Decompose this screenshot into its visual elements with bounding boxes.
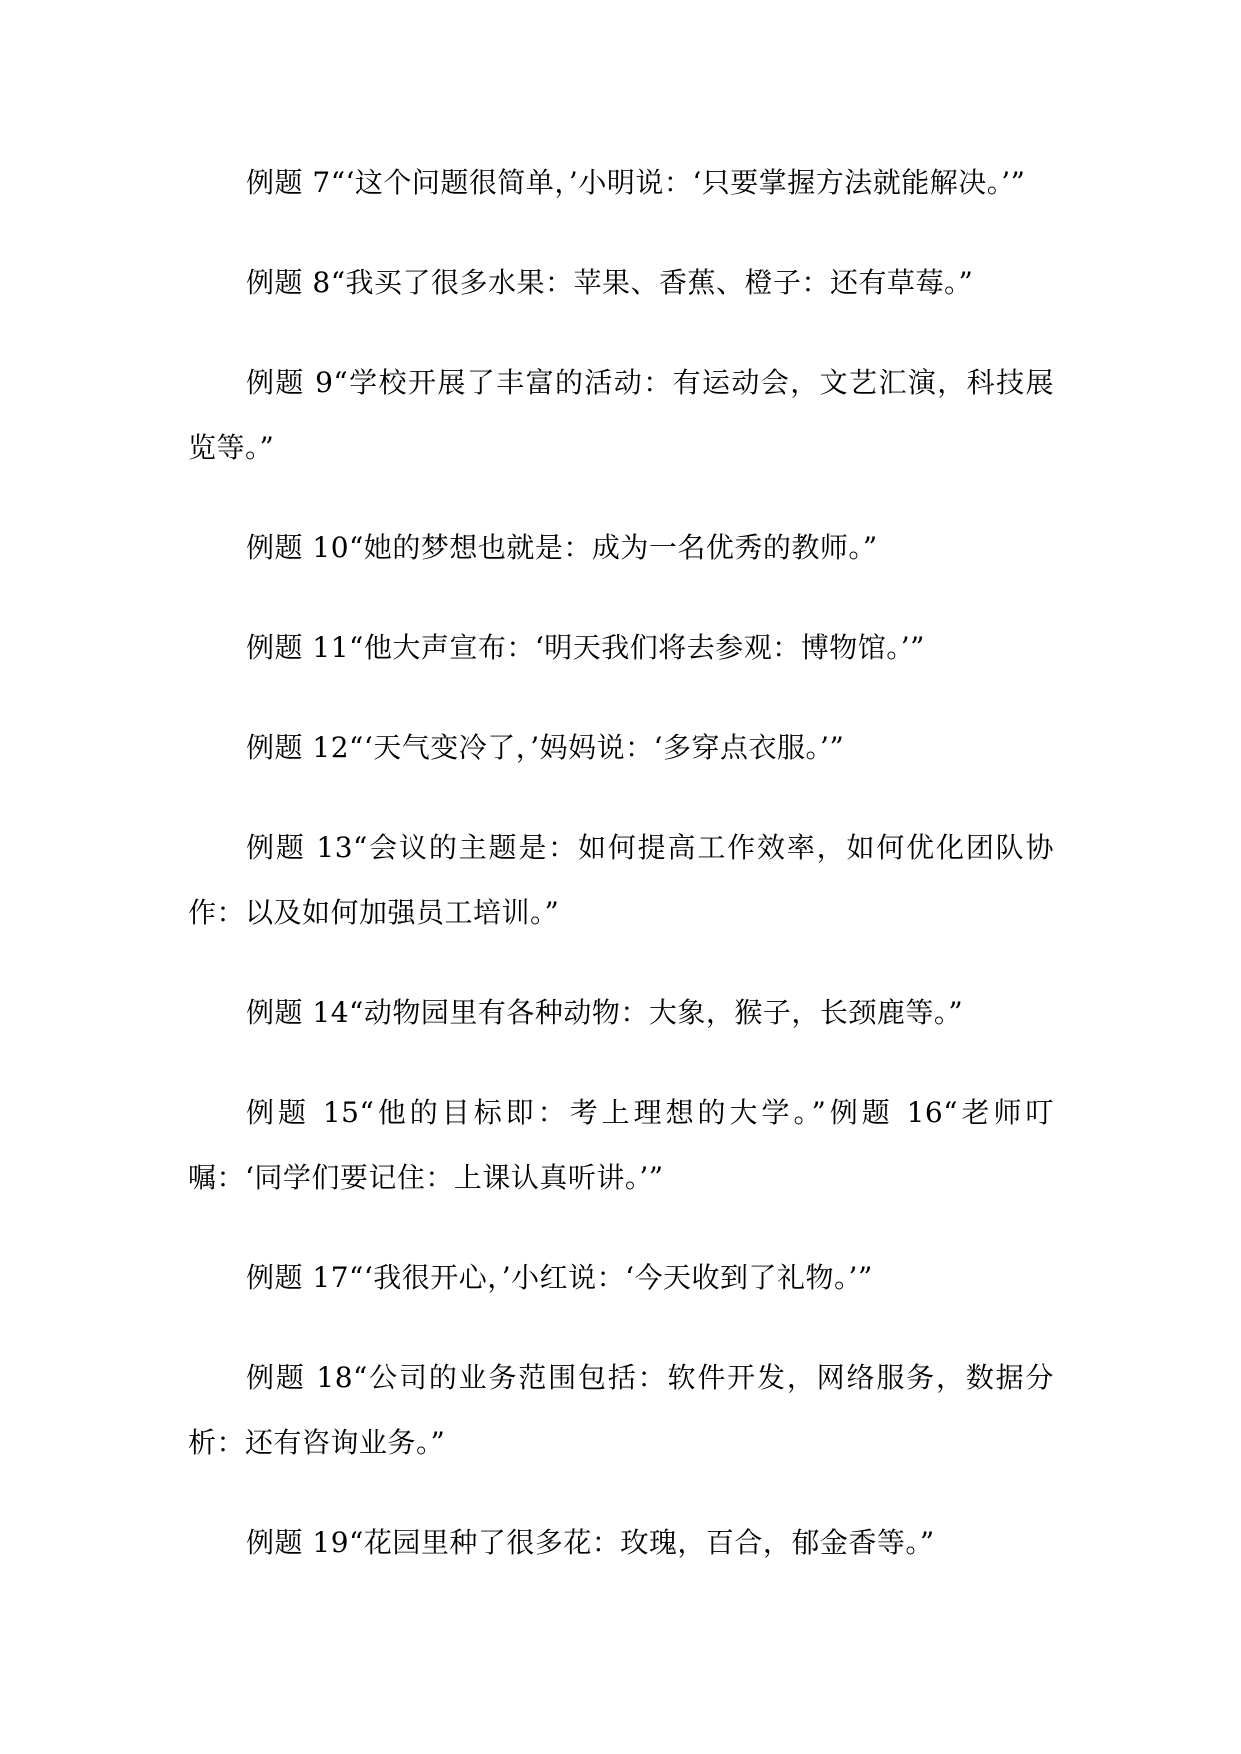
document-body: [188, 150, 1054, 1610]
paragraph-example-9: 例题 9“学校开展了丰富的活动：有运动会，文艺汇演，科技展览等。”: [188, 366, 1054, 464]
paragraph-example-14: 例题 14“动物园里有各种动物：大象，猴子，长颈鹿等。”: [246, 996, 964, 1029]
paragraph-example-15-16: 例题 15“他的目标即：考上理想的大学。”例题 16“老师叮嘱：‘同学们要记住：上课认真听讲。’”: [188, 1096, 1054, 1194]
paragraph-example-8: 例题 8“我买了很多水果：苹果、香蕉、橙子：还有草莓。”: [246, 266, 974, 299]
paragraph-example-13: 例题 13“会议的主题是：如何提高工作效率，如何优化团队协作：以及如何加强员工培训。”: [188, 831, 1054, 929]
paragraph-example-7: 例题 7“‘这个问题很简单，’小明说：‘只要掌握方法就能解决。’”: [246, 166, 1026, 199]
paragraph-example-18: 例题 18“公司的业务范围包括：软件开发，网络服务，数据分析：还有咨询业务。”: [188, 1361, 1054, 1459]
paragraph-example-10: 例题 10“她的梦想也就是：成为一名优秀的教师。”: [246, 531, 878, 564]
paragraph-example-17: 例题 17“‘我很开心，’小红说：‘今天收到了礼物。’”: [246, 1261, 873, 1294]
paragraph-example-11: 例题 11“他大声宣布：‘明天我们将去参观：博物馆。’”: [246, 631, 925, 664]
paragraph-example-19: 例题 19“花园里种了很多花：玫瑰，百合，郁金香等。”: [246, 1526, 935, 1559]
paragraph-example-12: 例题 12“‘天气变冷了，’妈妈说：‘多穿点衣服。’”: [246, 731, 845, 764]
